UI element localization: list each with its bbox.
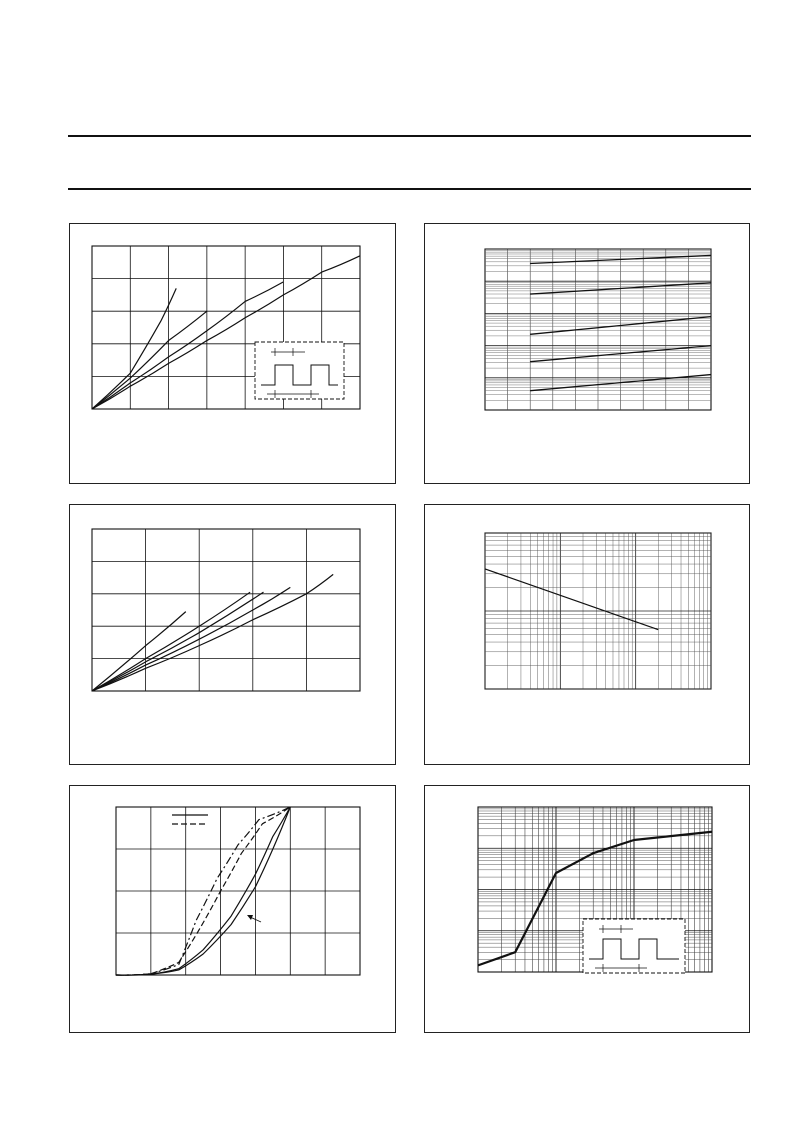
figure-panel-5 — [69, 785, 396, 1033]
figure-1-chart — [70, 224, 397, 485]
header-rule-bottom — [68, 188, 751, 190]
series-line-1 — [92, 288, 176, 409]
figure-panel-4 — [424, 504, 750, 765]
figure-panel-2 — [424, 223, 750, 484]
figure-5-chart — [70, 786, 397, 1034]
figure-panel-1 — [69, 223, 396, 484]
figure-4-chart — [425, 505, 751, 766]
header-rule-top — [68, 135, 751, 137]
series-line-2 — [92, 592, 250, 691]
figure-panel-3 — [69, 504, 396, 765]
inset-box — [583, 919, 685, 973]
series-line-2 — [92, 311, 207, 409]
figure-3-chart — [70, 505, 397, 766]
inset-box — [255, 342, 344, 399]
figure-panel-6 — [424, 785, 750, 1033]
series-line-1 — [92, 612, 186, 691]
figure-2-chart — [425, 224, 751, 485]
figure-6-chart — [425, 786, 751, 1034]
